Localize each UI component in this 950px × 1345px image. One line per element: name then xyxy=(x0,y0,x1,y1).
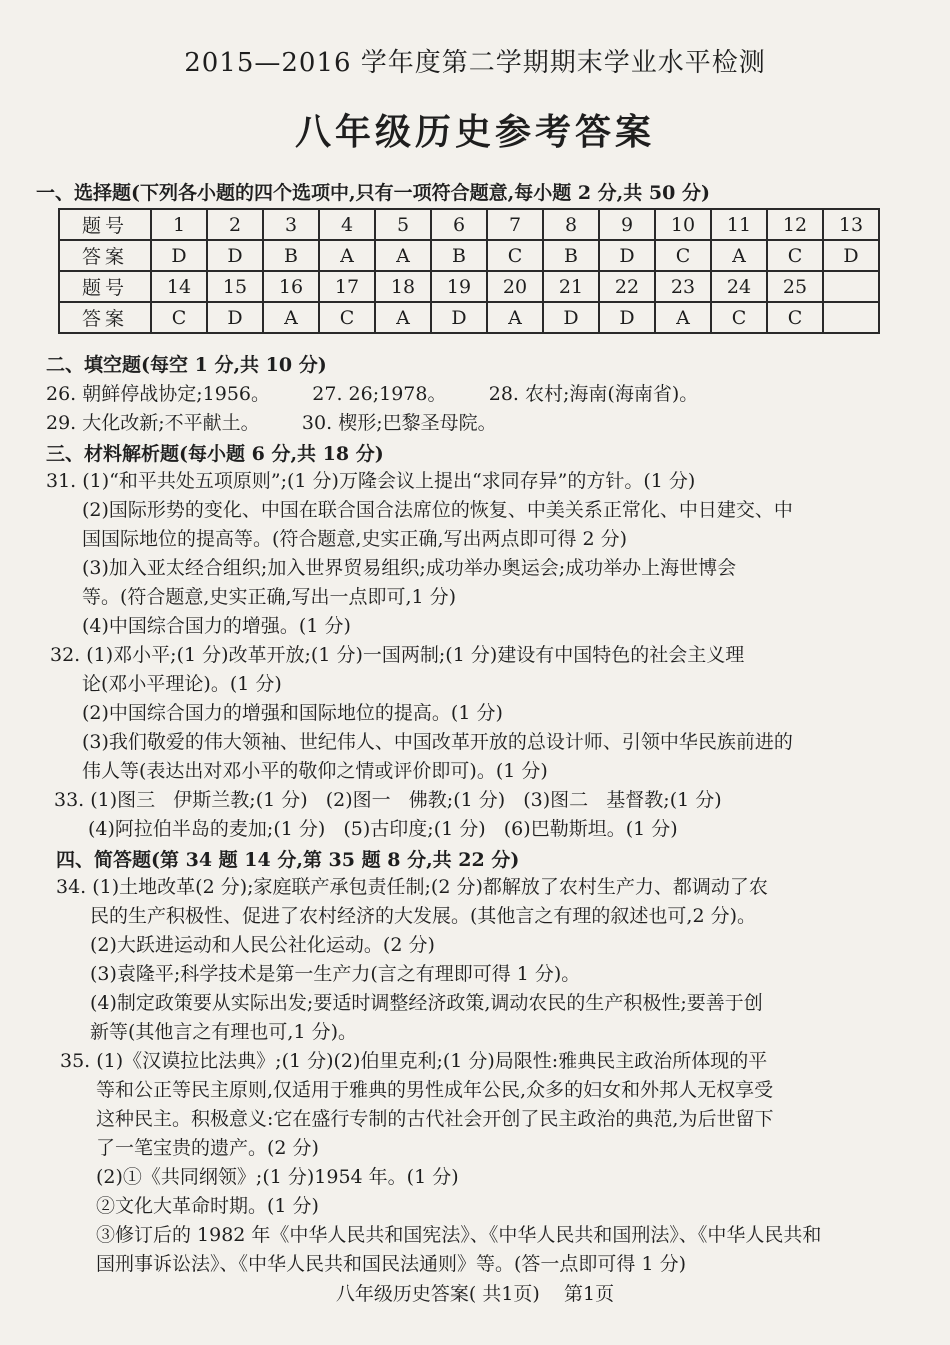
answer-line: (3)我们敬爱的伟大领袖、世纪伟人、中国改革开放的总设计师、引领中华民族前进的 xyxy=(82,731,793,753)
question-number: 11 xyxy=(711,209,767,240)
answer-cell: A xyxy=(487,302,543,333)
question-number xyxy=(823,271,879,302)
answer-line: (4)中国综合国力的增强。(1 分) xyxy=(82,615,351,637)
row-label: 题号 xyxy=(59,209,151,240)
answer-cell: B xyxy=(263,240,319,271)
row-label: 答案 xyxy=(59,240,151,271)
answer-cell: D xyxy=(599,240,655,271)
answer-line: (2)大跃进运动和人民公社化运动。(2 分) xyxy=(90,934,435,956)
answer-line: (3)加入亚太经合组织;加入世界贸易组织;成功举办奥运会;成功举办上海世博会 xyxy=(82,557,737,579)
answer-line: 33. (1)图三 伊斯兰教;(1 分) (2)图一 佛教;(1 分) (3)图二 基督教;(1 分) xyxy=(54,789,722,811)
answer-cell: D xyxy=(543,302,599,333)
section-3-heading: 三、材料解析题(每小题 6 分,共 18 分) xyxy=(46,443,384,465)
section-2-heading: 二、填空题(每空 1 分,共 10 分) xyxy=(46,354,327,376)
question-number: 20 xyxy=(487,271,543,302)
question-number: 3 xyxy=(263,209,319,240)
table-row xyxy=(59,302,879,333)
question-number: 23 xyxy=(655,271,711,302)
answer-cell: A xyxy=(375,302,431,333)
answer-cell: C xyxy=(711,302,767,333)
answer-line: (3)袁隆平;科学技术是第一生产力(言之有理即可得 1 分)。 xyxy=(90,963,581,985)
question-number: 2 xyxy=(207,209,263,240)
question-number: 13 xyxy=(823,209,879,240)
answer-cell: D xyxy=(599,302,655,333)
answer-line: (2)①《共同纲领》;(1 分)1954 年。(1 分) xyxy=(96,1166,459,1188)
question-number: 4 xyxy=(319,209,375,240)
answer-line: 34. (1)土地改革(2 分);家庭联产承包责任制;(2 分)都解放了农村生产力、都调动了农 xyxy=(56,876,768,898)
question-number: 1 xyxy=(151,209,207,240)
answer-cell: C xyxy=(487,240,543,271)
answer-line: 35. (1)《汉谟拉比法典》;(1 分)(2)伯里克利;(1 分)局限性:雅典民主政治所体现的平 xyxy=(60,1050,768,1072)
question-number: 21 xyxy=(543,271,599,302)
question-number: 25 xyxy=(767,271,823,302)
answer-line: 论(邓小平理论)。(1 分) xyxy=(82,673,282,695)
answer-cell: D xyxy=(207,302,263,333)
answer-cell: A xyxy=(263,302,319,333)
question-number: 5 xyxy=(375,209,431,240)
answer-line: 新等(其他言之有理也可,1 分)。 xyxy=(90,1021,357,1043)
answer-line: 这种民主。积极意义:它在盛行专制的古代社会开创了民主政治的典范,为后世留下 xyxy=(96,1108,774,1130)
answer-line: 国刑事诉讼法》、《中华人民共和国民法通则》等。(答一点即可得 1 分) xyxy=(96,1253,686,1275)
answer-cell: A xyxy=(711,240,767,271)
page-footer: 八年级历史答案( 共1页) 第1页 xyxy=(335,1283,615,1305)
question-number: 22 xyxy=(599,271,655,302)
answer-cell: D xyxy=(431,302,487,333)
question-number: 12 xyxy=(767,209,823,240)
question-number: 10 xyxy=(655,209,711,240)
answer-line: (4)阿拉伯半岛的麦加;(1 分) (5)古印度;(1 分) (6)巴勒斯坦。(1 分) xyxy=(88,818,678,840)
question-number: 16 xyxy=(263,271,319,302)
question-number: 19 xyxy=(431,271,487,302)
exam-name: 2015—2016 学年度第二学期期末学业水平检测 xyxy=(184,48,766,78)
fill-blank-answer: 29. 大化改新;不平献土。 30. 楔形;巴黎圣母院。 xyxy=(46,412,497,434)
fill-blank-answer: 26. 朝鲜停战协定;1956。 27. 26;1978。 28. 农村;海南(海南省)。 xyxy=(46,383,699,405)
question-number: 7 xyxy=(487,209,543,240)
answer-cell: A xyxy=(319,240,375,271)
row-label: 答案 xyxy=(59,302,151,333)
answer-line: 等和公正等民主原则,仅适用于雅典的男性成年公民,众多的妇女和外邦人无权享受 xyxy=(96,1079,774,1101)
answer-cell xyxy=(823,302,879,333)
question-number: 17 xyxy=(319,271,375,302)
choice-answer-table xyxy=(58,208,880,334)
answer-cell: C xyxy=(655,240,711,271)
table-row xyxy=(59,209,879,240)
answer-line: 国国际地位的提高等。(符合题意,史实正确,写出两点即可得 2 分) xyxy=(82,528,628,550)
table-row xyxy=(59,271,879,302)
answer-cell: C xyxy=(767,302,823,333)
answer-line: (2)中国综合国力的增强和国际地位的提高。(1 分) xyxy=(82,702,503,724)
answer-cell: D xyxy=(823,240,879,271)
answer-line: 31. (1)“和平共处五项原则”;(1 分)万隆会议上提出“求同存异”的方针。(1 分) xyxy=(46,470,696,492)
answer-cell: A xyxy=(655,302,711,333)
answer-line: 伟人等(表达出对邓小平的敬仰之情或评价即可)。(1 分) xyxy=(82,760,548,782)
answer-line: 了一笔宝贵的遗产。(2 分) xyxy=(96,1137,319,1159)
table-row xyxy=(59,240,879,271)
answer-cell: D xyxy=(207,240,263,271)
answer-cell: B xyxy=(543,240,599,271)
section-1-heading: 一、选择题(下列各小题的四个选项中,只有一项符合题意,每小题 2 分,共 50 分) xyxy=(36,182,710,204)
question-number: 15 xyxy=(207,271,263,302)
answer-line: 等。(符合题意,史实正确,写出一点即可,1 分) xyxy=(82,586,457,608)
row-label: 题号 xyxy=(59,271,151,302)
answer-cell: B xyxy=(431,240,487,271)
question-number: 9 xyxy=(599,209,655,240)
section-4-heading: 四、简答题(第 34 题 14 分,第 35 题 8 分,共 22 分) xyxy=(56,849,520,871)
answer-cell: D xyxy=(151,240,207,271)
answer-line: ③修订后的 1982 年《中华人民共和国宪法》、《中华人民共和国刑法》、《中华人民共和 xyxy=(96,1224,822,1246)
page-title: 八年级历史参考答案 xyxy=(294,111,655,153)
question-number: 24 xyxy=(711,271,767,302)
answer-line: 民的生产积极性、促进了农村经济的大发展。(其他言之有理的叙述也可,2 分)。 xyxy=(90,905,756,927)
answer-cell: C xyxy=(319,302,375,333)
question-number: 14 xyxy=(151,271,207,302)
answer-cell: C xyxy=(151,302,207,333)
answer-line: (2)国际形势的变化、中国在联合国合法席位的恢复、中美关系正常化、中日建交、中 xyxy=(82,499,793,521)
answer-cell: C xyxy=(767,240,823,271)
answer-line: ②文化大革命时期。(1 分) xyxy=(96,1195,319,1217)
answer-cell: A xyxy=(375,240,431,271)
answer-line: 32. (1)邓小平;(1 分)改革开放;(1 分)一国两制;(1 分)建设有中国特色的社会主义理 xyxy=(50,644,745,666)
answer-line: (4)制定政策要从实际出发;要适时调整经济政策,调动农民的生产积极性;要善于创 xyxy=(90,992,763,1014)
question-number: 18 xyxy=(375,271,431,302)
question-number: 8 xyxy=(543,209,599,240)
question-number: 6 xyxy=(431,209,487,240)
